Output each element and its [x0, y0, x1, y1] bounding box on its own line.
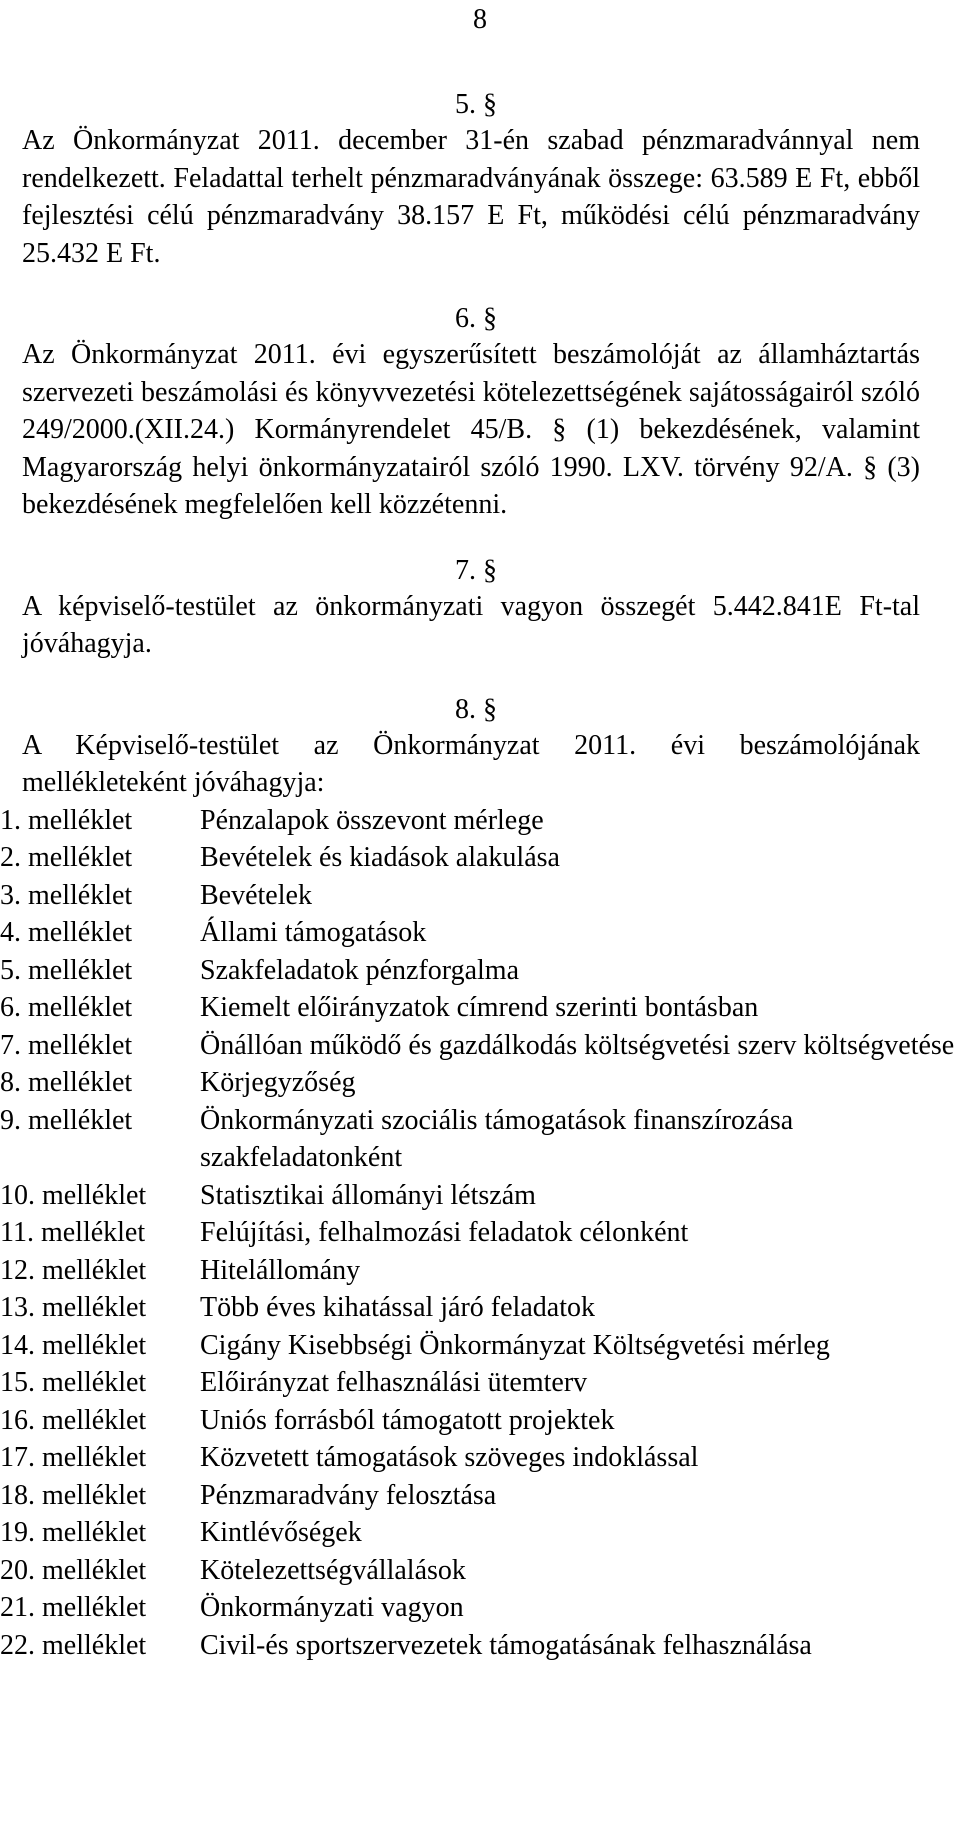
section-5 — [22, 88, 920, 272]
annex-number: 3. melléklet — [0, 879, 133, 911]
annex-number: 5. melléklet — [0, 954, 133, 986]
section-heading: 8. § — [455, 693, 497, 725]
annex-number: 13. melléklet — [0, 1292, 147, 1323]
annex-title: Uniós forrásból támogatott projektek — [200, 1404, 615, 1436]
annex-title: Felújítási, felhalmozási feladatok célonként — [200, 1217, 689, 1248]
annex-title: Pénzmaradvány felosztása — [200, 1479, 497, 1511]
annex-title: Több éves kihatással járó feladatok — [200, 1292, 595, 1323]
annex-row — [0, 1027, 960, 1065]
annex-title: Körjegyzőség — [200, 1067, 356, 1098]
annex-row — [0, 989, 960, 1027]
annex-row — [0, 914, 960, 952]
annex-title: Kötelezettségvállalások — [200, 1554, 466, 1586]
section-8 — [22, 693, 920, 802]
annex-number: 22. melléklet — [0, 1629, 147, 1661]
annex-row — [0, 1214, 960, 1252]
annex-title: Civil-és sportszervezetek támogatásának felhasználása — [200, 1629, 812, 1661]
annex-row — [0, 1439, 960, 1477]
section-paragraph: Az Önkormányzat 2011. évi egyszerűsített beszámolóját az államháztartás szervezeti beszámolási és könyvvezetési kötelezettségének sajátosságairól szóló 249/2000.(XII.24.) Kormányrendelet 45/B. § (1) bekezdésének, valamint Magyarország helyi önkormányzatairól szóló 1990. LXV. törvény 92/A. § (3) bekezdésének megfelelően kell közzétenni. — [22, 339, 920, 520]
annex-row — [0, 1064, 960, 1102]
annex-title: Önkormányzati vagyon — [200, 1592, 464, 1623]
section-heading: 5. § — [455, 89, 497, 120]
annex-title: Statisztikai állományi létszám — [200, 1179, 536, 1211]
section-paragraph: Az Önkormányzat 2011. december 31-én szabad pénzmaradvánnyal nem rendelkezett. Feladattal terhelt pénzmaradványának összege: 63.589 E Ft, ebből fejlesztési célú pénzmaradvány 38.157 E Ft, működési célú pénzmaradvány 25.432 E Ft. — [22, 125, 920, 269]
annex-number: 8. melléklet — [0, 1067, 133, 1098]
annex-number: 6. melléklet — [0, 992, 133, 1023]
annex-title: Önkormányzati szociális támogatások finanszírozása szakfeladatonként — [200, 1104, 794, 1173]
section-paragraph: A Képviselő-testület az Önkormányzat 2011. évi beszámolójának mellékleteként jóváhagyja: — [22, 729, 920, 798]
annex-row — [0, 1477, 960, 1515]
section-heading: 7. § — [455, 554, 497, 586]
annex-title: Közvetett támogatások szöveges indoklással — [200, 1442, 699, 1473]
annex-number: 2. melléklet — [0, 842, 133, 873]
annex-number: 17. melléklet — [0, 1442, 147, 1473]
annex-number: 19. melléklet — [0, 1517, 147, 1548]
annex-title: Kiemelt előirányzatok címrend szerinti bontásban — [200, 992, 759, 1023]
annex-number: 21. melléklet — [0, 1592, 147, 1623]
page-number: 8 — [473, 4, 487, 35]
annex-number: 9. melléklet — [0, 1104, 133, 1136]
annex-number: 20. melléklet — [0, 1554, 147, 1586]
section-6 — [22, 302, 920, 524]
annex-row — [0, 1627, 960, 1665]
annex-number: 16. melléklet — [0, 1404, 147, 1436]
annex-row — [0, 839, 960, 877]
annex-row — [0, 1552, 960, 1590]
annex-number: 10. melléklet — [0, 1179, 147, 1211]
annex-number: 18. melléklet — [0, 1479, 147, 1511]
annex-row — [0, 1402, 960, 1440]
annex-row — [0, 802, 960, 840]
annex-number: 7. melléklet — [0, 1029, 133, 1061]
annex-title: Bevételek és kiadások alakulása — [200, 842, 560, 873]
annex-number: 11. melléklet — [0, 1217, 146, 1248]
annex-row — [0, 877, 960, 915]
annex-row — [0, 1252, 960, 1290]
annex-title: Önállóan működő és gazdálkodás költségvetési szerv költségvetése — [200, 1029, 955, 1061]
annex-list — [0, 802, 960, 1665]
annex-title: Előirányzat felhasználási ütemterv — [200, 1367, 588, 1398]
annex-title: Kintlévőségek — [200, 1517, 362, 1548]
annex-row — [0, 1364, 960, 1402]
annex-title: Pénzalapok összevont mérlege — [200, 804, 544, 836]
section-paragraph: A képviselő-testület az önkormányzati vagyon összegét 5.442.841E Ft-tal jóváhagyja. — [22, 590, 920, 659]
annex-row — [0, 1327, 960, 1365]
annex-row — [0, 1102, 960, 1177]
section-heading: 6. § — [455, 303, 497, 334]
annex-row — [0, 952, 960, 990]
annex-row — [0, 1289, 960, 1327]
annex-number: 14. melléklet — [0, 1329, 147, 1361]
annex-title: Hitelállomány — [200, 1254, 361, 1286]
annex-number: 15. melléklet — [0, 1367, 147, 1398]
annex-title: Bevételek — [200, 879, 312, 911]
annex-number: 4. melléklet — [0, 917, 133, 948]
annex-title: Cigány Kisebbségi Önkormányzat Költségvetési mérleg — [200, 1329, 830, 1361]
annex-title: Állami támogatások — [200, 917, 427, 948]
annex-number: 12. melléklet — [0, 1254, 147, 1286]
document-body — [0, 88, 960, 1664]
annex-row — [0, 1589, 960, 1627]
section-7 — [22, 554, 920, 663]
annex-number: 1. melléklet — [0, 804, 133, 836]
annex-row — [0, 1177, 960, 1215]
annex-row — [0, 1514, 960, 1552]
annex-title: Szakfeladatok pénzforgalma — [200, 954, 520, 986]
